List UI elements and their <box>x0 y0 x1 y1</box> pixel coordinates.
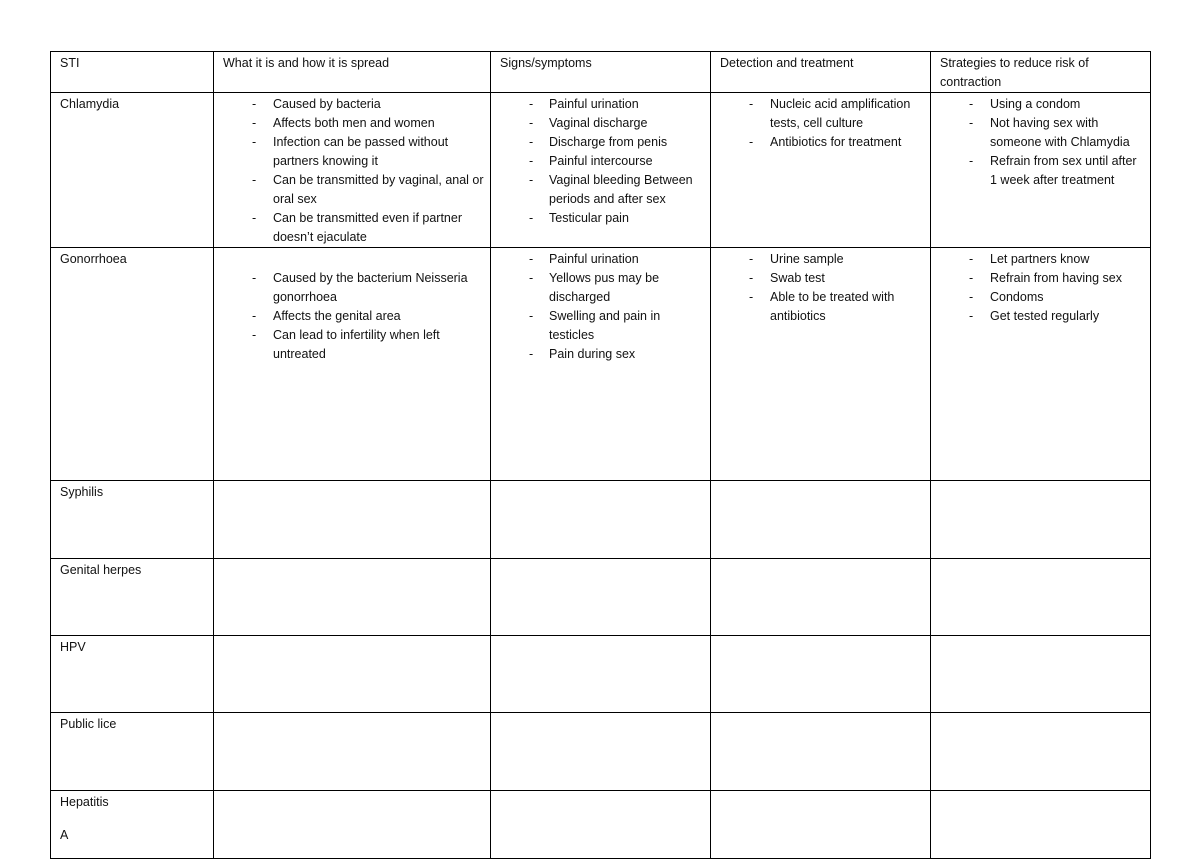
detection-cell <box>711 248 931 481</box>
list-item: - Refrain from sex until after 1 week after treatment <box>940 152 1144 190</box>
strategies-cell <box>931 713 1151 791</box>
sti-name-line2: A <box>60 828 69 842</box>
list-item: - Refrain from having sex <box>940 269 1144 288</box>
list-item: - Vaginal discharge <box>500 114 704 133</box>
detection-cell <box>711 636 931 713</box>
table-row <box>51 93 1151 248</box>
sti-name-cell: Public lice <box>51 713 214 791</box>
sti-name-cell: Gonorrhoea <box>51 248 214 481</box>
list-item: - Not having sex with someone with Chlamydia <box>940 114 1144 152</box>
bullet-list <box>500 250 704 364</box>
table-row <box>51 481 1151 559</box>
table-row <box>51 791 1151 859</box>
sti-name-cell: Genital herpes <box>51 559 214 636</box>
list-item: - Yellows pus may be discharged <box>500 269 704 307</box>
list-item: - Able to be treated with antibiotics <box>720 288 924 326</box>
bullet-list <box>500 95 704 228</box>
list-item: - Testicular pain <box>500 209 704 228</box>
list-item: - Swab test <box>720 269 924 288</box>
list-item: - Let partners know <box>940 250 1144 269</box>
strategies-cell <box>931 93 1151 248</box>
list-item: - Urine sample <box>720 250 924 269</box>
strategies-cell <box>931 248 1151 481</box>
header-cell-spread: What it is and how it is spread <box>214 52 491 93</box>
strategies-cell <box>931 636 1151 713</box>
list-item: - Get tested regularly <box>940 307 1144 326</box>
sti-name-cell: HPV <box>51 636 214 713</box>
symptoms-cell <box>491 559 711 636</box>
list-item: - Painful urination <box>500 95 704 114</box>
list-item: - Affects both men and women <box>223 114 484 133</box>
symptoms-cell <box>491 93 711 248</box>
symptoms-cell <box>491 713 711 791</box>
list-item: - Antibiotics for treatment <box>720 133 924 152</box>
detection-cell <box>711 481 931 559</box>
list-item: - Affects the genital area <box>223 307 484 326</box>
header-cell-symptoms: Signs/symptoms <box>491 52 711 93</box>
symptoms-cell <box>491 248 711 481</box>
sti-name-cell <box>51 791 214 859</box>
list-item: - Can be transmitted by vaginal, anal or oral sex <box>223 171 484 209</box>
table-row <box>51 559 1151 636</box>
list-item: - Caused by bacteria <box>223 95 484 114</box>
bullet-list <box>720 250 924 326</box>
bullet-list <box>720 95 924 152</box>
strategies-cell <box>931 481 1151 559</box>
list-item: - Painful urination <box>500 250 704 269</box>
list-item: - Pain during sex <box>500 345 704 364</box>
detection-cell <box>711 93 931 248</box>
spread-cell <box>214 93 491 248</box>
bullet-list <box>940 250 1144 326</box>
header-cell-strategies: Strategies to reduce risk of contraction <box>931 52 1151 93</box>
list-item: - Painful intercourse <box>500 152 704 171</box>
list-item: - Condoms <box>940 288 1144 307</box>
table-row <box>51 636 1151 713</box>
bullet-list <box>223 269 484 364</box>
list-item: - Swelling and pain in testicles <box>500 307 704 345</box>
list-item: - Infection can be passed without partners knowing it <box>223 133 484 171</box>
symptoms-cell <box>491 481 711 559</box>
header-cell-sti: STI <box>51 52 214 93</box>
detection-cell <box>711 713 931 791</box>
strategies-cell <box>931 791 1151 859</box>
spread-cell <box>214 248 491 481</box>
sti-name-cell: Chlamydia <box>51 93 214 248</box>
header-row <box>51 52 1151 93</box>
symptoms-cell <box>491 636 711 713</box>
table-row <box>51 248 1151 481</box>
bullet-list <box>223 95 484 247</box>
sti-name-cell: Syphilis <box>51 481 214 559</box>
detection-cell <box>711 559 931 636</box>
spread-cell <box>214 636 491 713</box>
spread-cell <box>214 713 491 791</box>
spread-cell <box>214 481 491 559</box>
list-item: - Nucleic acid amplification tests, cell culture <box>720 95 924 133</box>
list-item: - Caused by the bacterium Neisseria gonorrhoea <box>223 269 484 307</box>
sti-name: Hepatitis <box>60 795 109 809</box>
spread-cell <box>214 791 491 859</box>
header-cell-detection: Detection and treatment <box>711 52 931 93</box>
detection-cell <box>711 791 931 859</box>
symptoms-cell <box>491 791 711 859</box>
list-item: - Discharge from penis <box>500 133 704 152</box>
list-item: - Can lead to infertility when left untreated <box>223 326 484 364</box>
bullet-list <box>940 95 1144 190</box>
list-item: - Vaginal bleeding Between periods and after sex <box>500 171 704 209</box>
spread-cell <box>214 559 491 636</box>
strategies-cell <box>931 559 1151 636</box>
blank-line <box>223 250 484 269</box>
list-item: - Using a condom <box>940 95 1144 114</box>
list-item: - Can be transmitted even if partner doesn’t ejaculate <box>223 209 484 247</box>
table-row <box>51 713 1151 791</box>
sti-table <box>50 51 1151 859</box>
